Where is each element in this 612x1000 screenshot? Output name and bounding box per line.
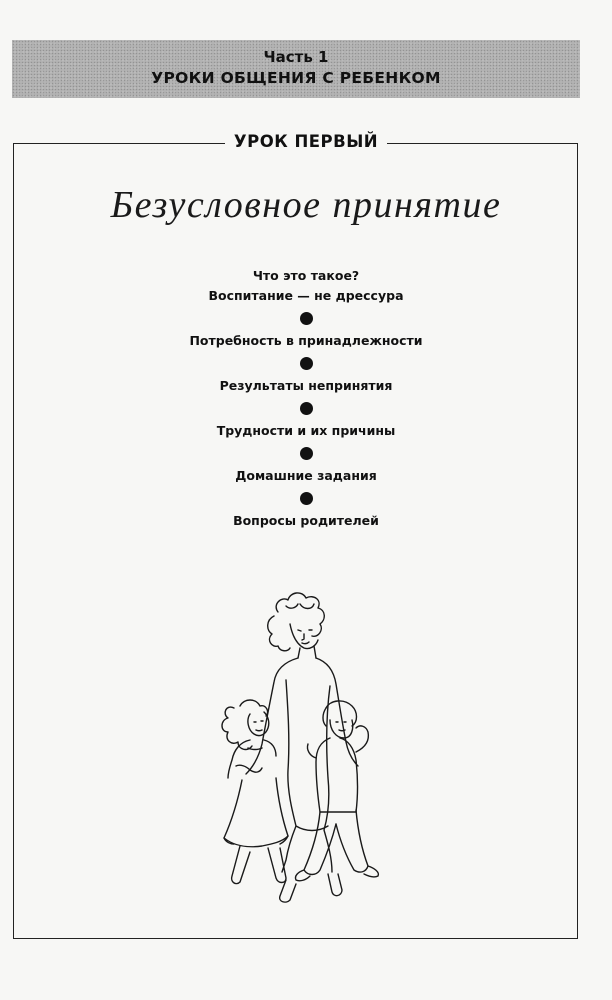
bullet-icon <box>300 357 313 370</box>
topic-item: Потребность в принадлежности <box>189 333 423 348</box>
topic-item: Воспитание — не дрессура <box>208 288 404 303</box>
family-illustration <box>190 590 410 930</box>
lesson-label-text: УРОК ПЕРВЫЙ <box>225 132 387 151</box>
part-title: УРОКИ ОБЩЕНИЯ С РЕБЕНКОМ <box>151 69 441 87</box>
bullet-icon <box>300 447 313 460</box>
topic-item: Трудности и их причины <box>216 423 396 438</box>
lesson-title: Безусловное принятие <box>110 184 502 226</box>
bullet-icon <box>300 402 313 415</box>
topic-list <box>0 266 612 531</box>
part-label: Часть 1 <box>263 48 329 66</box>
bullet-icon <box>300 492 313 505</box>
mother-with-children-icon <box>190 590 410 930</box>
part-banner <box>12 40 580 98</box>
bullet-icon <box>300 312 313 325</box>
lesson-label <box>0 132 612 152</box>
topic-item: Что это такое? <box>252 268 360 283</box>
topic-item: Результаты непринятия <box>219 378 393 393</box>
topic-item: Домашние задания <box>235 468 377 483</box>
topic-item: Вопросы родителей <box>233 513 379 528</box>
